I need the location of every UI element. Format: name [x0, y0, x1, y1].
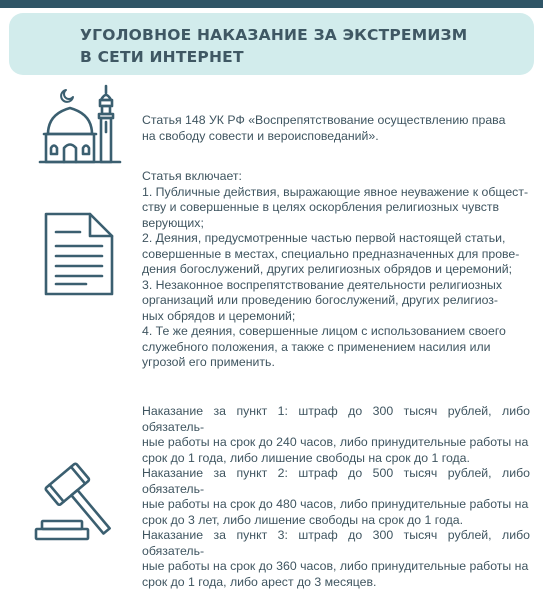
penalty-line: Наказание за пункт 3: штраф до 300 тысяч рублей, либо обязатель-: [142, 528, 530, 559]
penalty-line: срок до 1 года, либо арест до 3 месяцев.: [142, 575, 530, 590]
includes-text: [142, 169, 530, 371]
includes-line: совершенные в местах, специально предназначенных для прове-: [142, 247, 530, 263]
penalty-line: срок до 1 года, либо лишение свободы на срок до 1 года.: [142, 451, 530, 467]
article-line: Статья 148 УК РФ «Воспрепятствование осуществлению права: [142, 113, 530, 129]
penalty-line: Наказание за пункт 2: штраф до 500 тысяч рублей, либо обязатель-: [142, 466, 530, 497]
includes-line: 3. Незаконное воспрепятствование деятельности религиозных: [142, 278, 530, 294]
includes-line: 2. Деяния, предусмотренные частью первой настоящей статьи,: [142, 231, 530, 247]
penalty-line: Наказание за пункт 1: штраф до 300 тысяч рублей, либо обязатель-: [142, 404, 530, 435]
page-title: [80, 24, 510, 68]
includes-line: ству и совершенные в целях оскорбления религиозных чувств: [142, 200, 530, 216]
penalties-text: [142, 404, 530, 590]
includes-line: 1. Публичные действия, выражающие явное неуважение к общест-: [142, 185, 530, 201]
penalty-line: срок до 3 лет, либо лишение свободы на срок до 1 года.: [142, 513, 530, 529]
gavel-icon: [34, 455, 126, 541]
penalty-line: ные работы на срок до 480 часов, либо принудительные работы на: [142, 497, 530, 513]
penalty-line: ные работы на срок до 360 часов, либо принудительные работы на: [142, 559, 530, 575]
includes-line: дения богослужений, других религиозных обрядов и церемоний;: [142, 262, 530, 278]
article-line: на свободу совести и вероисповеданий».: [142, 129, 530, 145]
includes-line: ных обрядов и церемоний;: [142, 309, 530, 325]
mosque-icon: [38, 84, 124, 166]
top-bar: [0, 0, 543, 8]
document-icon: [42, 212, 116, 296]
includes-line: верующих;: [142, 216, 530, 232]
page-title-line-2: В СЕТИ ИНТЕРНЕТ: [80, 46, 510, 68]
includes-line: Статья включает:: [142, 169, 530, 185]
includes-line: служебного положения, а также с применением насилия или: [142, 340, 530, 356]
page-title-line-1: УГОЛОВНОЕ НАКАЗАНИЕ ЗА ЭКСТРЕМИЗМ: [80, 24, 510, 46]
article-text: [142, 113, 530, 144]
includes-line: организаций или проведению богослужений, других религиоз-: [142, 293, 530, 309]
includes-line: 4. Те же деяния, совершенные лицом с использованием своего: [142, 324, 530, 340]
includes-line: угрозой его применить.: [142, 355, 530, 371]
penalty-line: ные работы на срок до 240 часов, либо принудительные работы на: [142, 435, 530, 451]
